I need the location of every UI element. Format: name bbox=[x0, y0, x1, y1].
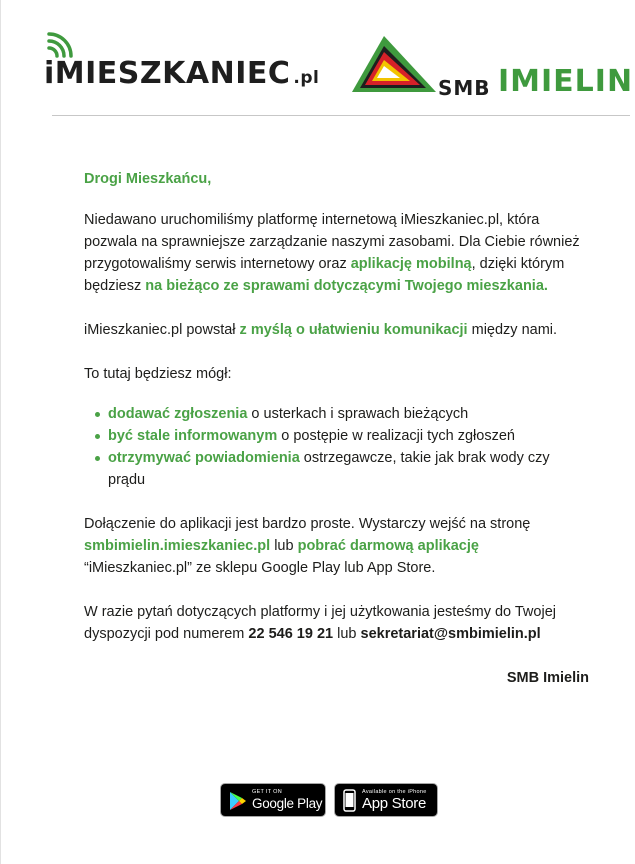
cooperative-short-name: SMB bbox=[438, 76, 491, 100]
mobile-app-highlight: aplikację mobilną bbox=[350, 256, 472, 272]
feature-highlight: być stale informowanym bbox=[108, 428, 278, 444]
purpose-paragraph bbox=[84, 319, 589, 341]
store-badges bbox=[220, 783, 440, 819]
contact-text-2: lub bbox=[333, 626, 361, 642]
header-divider bbox=[52, 115, 630, 116]
triangle-emblem-icon bbox=[350, 34, 440, 94]
google-play-caption: GET IT ON bbox=[252, 789, 283, 795]
features-intro: To tutaj będziesz mógł: bbox=[84, 366, 232, 382]
feature-list bbox=[84, 403, 589, 491]
app-store-label: App Store bbox=[362, 795, 427, 812]
letter-body bbox=[84, 168, 589, 689]
email-address[interactable]: sekretariat@smbimielin.pl bbox=[360, 626, 541, 642]
intro-paragraph bbox=[84, 209, 589, 297]
signature: SMB Imielin bbox=[506, 670, 589, 686]
intro-text-2: , dzięki którym będziesz bbox=[84, 256, 565, 294]
purpose-text-1: iMieszkaniec.pl powstał bbox=[84, 322, 240, 338]
join-text-2: lub bbox=[270, 538, 298, 554]
up-to-date-highlight: na bieżąco ze sprawami dotyczącymi Twojego mieszkania. bbox=[145, 278, 548, 294]
brand-wordmark bbox=[44, 56, 319, 91]
website-link[interactable]: smbimielin.imieszkaniec.pl bbox=[84, 538, 271, 554]
list-item bbox=[84, 403, 589, 425]
google-play-badge[interactable] bbox=[220, 783, 326, 817]
join-text-3: “iMieszkaniec.pl” ze sklepu Google Play lub App Store. bbox=[84, 560, 436, 576]
download-app-highlight: pobrać darmową aplikację bbox=[297, 538, 479, 554]
app-store-caption: Available on the iPhone bbox=[362, 789, 427, 795]
purpose-text-2: między nami. bbox=[467, 322, 558, 338]
greeting: Drogi Mieszkańcu, bbox=[84, 171, 212, 187]
feature-highlight: otrzymywać powiadomienia bbox=[108, 450, 300, 466]
feature-highlight: dodawać zgłoszenia bbox=[108, 406, 248, 422]
communication-highlight: z myślą o ułatwieniu komunikacji bbox=[239, 322, 468, 338]
google-play-label: Google Play bbox=[252, 796, 323, 811]
cooperative-city-name: IMIELIN bbox=[498, 64, 634, 99]
page-edge bbox=[0, 0, 1, 864]
contact-paragraph bbox=[84, 601, 589, 645]
brand-suffix: .pl bbox=[293, 68, 320, 88]
imieszkaniec-logo bbox=[44, 30, 324, 90]
phone-number: 22 546 19 21 bbox=[248, 626, 334, 642]
join-text-1: Dołączenie do aplikacji jest bardzo proste. Wystarczy wejść na stronę bbox=[84, 516, 531, 532]
feature-text: ostrzegawcze, takie jak brak wody czy prądu bbox=[108, 450, 550, 488]
feature-text: o usterkach i sprawach bieżących bbox=[247, 406, 469, 422]
iphone-icon bbox=[343, 789, 356, 812]
contact-text-1: W razie pytań dotyczących platformy i jej użytkowania jesteśmy do Twojej dyspozycji pod numerem bbox=[84, 604, 556, 642]
google-play-icon bbox=[229, 791, 247, 811]
intro-text-1: Niedawano uruchomiliśmy platformę internetową iMieszkaniec.pl, która pozwala na sprawniejsze zarządzanie naszymi zasobami. Dla Ciebie również przygotowaliśmy serwis internetowy oraz bbox=[84, 212, 580, 272]
list-item bbox=[84, 447, 589, 491]
join-paragraph bbox=[84, 513, 589, 579]
smb-imielin-logo bbox=[350, 34, 634, 100]
feature-text: o postępie w realizacji tych zgłoszeń bbox=[277, 428, 515, 444]
brand-name: iMIESZKANIEC bbox=[44, 56, 291, 91]
wifi-signal-icon bbox=[46, 30, 76, 58]
list-item bbox=[84, 425, 589, 447]
app-store-badge[interactable] bbox=[334, 783, 438, 817]
